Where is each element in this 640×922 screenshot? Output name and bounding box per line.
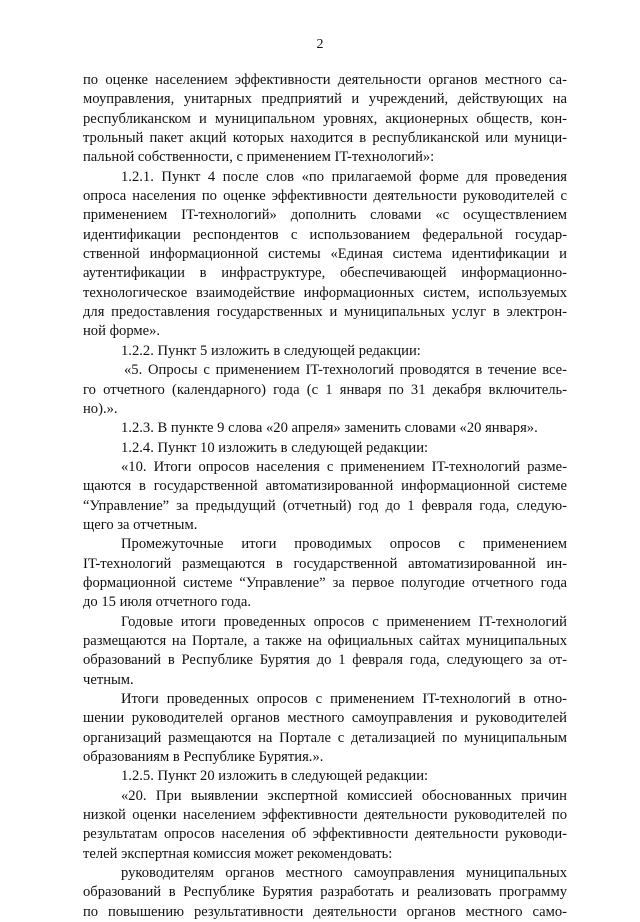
text-line: 1.2.5. Пункт 20 изложить в следующей редакции: bbox=[121, 768, 429, 785]
text-line: моуправления, унитарных предприятий и учреждений, действующих на bbox=[83, 91, 567, 108]
text-line: щаются в государственной автоматизированной информационной системе bbox=[83, 478, 567, 495]
text-line: 1.2.3. В пункте 9 слова «20 апреля» заменить словами «20 января». bbox=[121, 420, 538, 437]
page-number: 2 bbox=[316, 37, 324, 52]
text-line: Промежуточные итоги проводимых опросов с применением bbox=[121, 536, 567, 553]
text-line: «20. При выявлении экспертной комиссией обоснованных причин bbox=[121, 787, 567, 804]
text-line: “Управление” за предыдущий (отчетный) год до 1 февраля года, следую- bbox=[83, 497, 567, 514]
text-line: 1.2.1. Пункт 4 после слов «по прилагаемой форме для проведения bbox=[121, 168, 567, 185]
text-line: шении руководителей органов местного самоуправления и руководителей bbox=[83, 710, 567, 727]
text-line: размещаются на Портале, а также на официальных сайтах муниципальных bbox=[83, 632, 567, 649]
text-line: Годовые итоги проведенных опросов с применением IT-технологий bbox=[121, 613, 567, 630]
text-line: для предоставления государственных и муниципальных услуг в электрон- bbox=[83, 304, 567, 321]
text-line: пальной собственности, с применением IT-технологий»: bbox=[83, 149, 435, 166]
text-line: образований в Республике Бурятия разработать и реализовать программу bbox=[83, 884, 567, 901]
text-line: аутентификации в инфраструктуре, обеспечивающей информационно- bbox=[83, 265, 567, 282]
text-line: «10. Итоги опросов населения с применением IT-технологий разме- bbox=[121, 458, 567, 475]
text-line: трольный пакет акций которых находится в республиканской или муници- bbox=[83, 130, 567, 147]
text-line: телей экспертная комиссия может рекомендовать: bbox=[83, 845, 393, 862]
text-line: руководителям органов местного самоуправления муниципальных bbox=[121, 865, 567, 882]
text-line: низкой оценки населением эффективности деятельности руководителей по bbox=[83, 807, 567, 824]
text-line: по оценке населением эффективности деятельности органов местного са- bbox=[83, 72, 567, 88]
text-line: четным. bbox=[83, 671, 134, 688]
text-line: ной форме». bbox=[83, 323, 161, 340]
text-line: идентификации респондентов с использованием федеральной государ- bbox=[83, 226, 567, 243]
text-line: республиканском и муниципальном уровнях, акционерных обществ, кон- bbox=[83, 110, 567, 127]
text-line: образований в Республике Бурятия до 1 февраля года, следующего за от- bbox=[83, 652, 567, 669]
text-line: Итоги проведенных опросов с применением IT-технологий в отно- bbox=[121, 691, 567, 707]
text-line: опроса населения по оценке эффективности деятельности руководителей с bbox=[83, 188, 567, 205]
text-line: формационной системе “Управление” за первое полугодие отчетного года bbox=[83, 574, 567, 591]
text-line: щего за отчетным. bbox=[83, 516, 198, 533]
text-line: до 15 июля отчетного года. bbox=[83, 594, 252, 611]
text-line: организаций размещаются на Портале с детализацией по муниципальным bbox=[83, 729, 567, 746]
text-line: результатам опросов населения об эффективности деятельности руководи- bbox=[83, 826, 567, 843]
text-line: технологическое взаимодействие информационных систем, используемых bbox=[83, 284, 567, 301]
text-line: ственной информационной системы «Единая система идентификации и bbox=[83, 246, 567, 263]
text-line: 1.2.2. Пункт 5 изложить в следующей редакции: bbox=[121, 342, 421, 359]
text-line: 1.2.4. Пункт 10 изложить в следующей редакции: bbox=[121, 439, 429, 456]
text-line: применением IT-технологий» дополнить словами «с осуществлением bbox=[83, 207, 567, 224]
text-line: IT-технологий размещаются в государственной автоматизированной ин- bbox=[83, 555, 567, 572]
text-line: образованиям в Республике Бурятия.». bbox=[83, 749, 324, 766]
text-line: го отчетного (календарного) года (с 1 января по 31 декабря включитель- bbox=[83, 381, 567, 398]
document-body bbox=[83, 71, 567, 922]
text-line: «5. Опросы с применением IT-технологий проводятся в течение все- bbox=[124, 362, 567, 379]
text-line: по повышению результативности деятельности органов местного само- bbox=[83, 903, 567, 920]
text-line: но).». bbox=[83, 400, 118, 417]
